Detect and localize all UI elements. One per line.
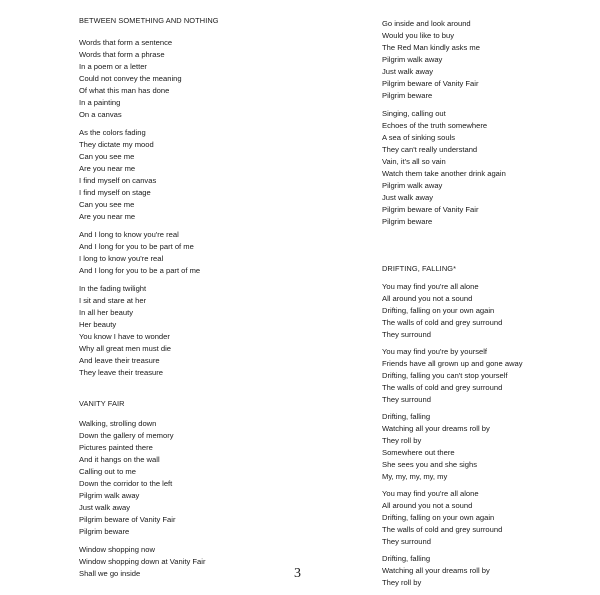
lyric-line: Vain, it's all so vain [382,157,446,166]
lyric-line: They dictate my mood [79,140,154,149]
lyric-line: Calling out to me [79,467,136,476]
lyric-line: They leave their treasure [79,368,163,377]
lyric-line: Why all great men must die [79,344,172,353]
stanza-group [382,18,592,228]
lyric-line: Down the gallery of memory [79,431,174,440]
lyric-line: The walls of cold and grey surround [382,383,503,392]
lyric-line: I find myself on stage [79,188,151,197]
lyric-line: All around you not a sound [382,294,473,303]
lyric-line: They roll by [382,436,422,445]
stanza-group [79,418,299,580]
lyric-line: They roll by [382,578,422,587]
lyric-line: Drifting, falling you can't stop yourself [382,371,508,380]
stanza [382,281,592,341]
lyric-line: Drifting, falling [382,412,431,421]
lyric-line: They surround [382,395,431,404]
lyric-line: Words that form a phrase [79,50,165,59]
stanza [382,346,592,406]
lyric-line: Pilgrim beware [382,217,433,226]
lyric-line: Pilgrim beware [79,527,130,536]
lyric-line: And it hangs on the wall [79,455,160,464]
lyric-line: I sit and stare at her [79,296,147,305]
song-vanity-fair-continued [382,18,592,228]
lyric-line: Can you see me [79,200,135,209]
stanza [382,18,592,102]
lyric-line: They can't really understand [382,145,478,154]
lyric-line: You know I have to wonder [79,332,170,341]
lyric-line: Down the corridor to the left [79,479,173,488]
lyric-line: They surround [382,537,431,546]
lyric-line: Just walk away [79,503,131,512]
lyric-line: All around you not a sound [382,501,473,510]
stanza [79,37,299,121]
lyric-line: Just walk away [382,193,434,202]
lyric-line: Words that form a sentence [79,38,173,47]
lyric-line: My, my, my, my, my [382,472,448,481]
lyric-line: I long to know you're real [79,254,164,263]
song-title: DRIFTING, FALLING* [382,264,457,273]
lyric-line: She sees you and she sighs [382,460,477,469]
lyric-line: A sea of sinking souls [382,133,456,142]
lyric-line: And I long for you to be a part of me [79,266,201,275]
lyric-line: In a painting [79,98,121,107]
lyric-line: Watching all your dreams roll by [382,566,490,575]
lyric-line: Pilgrim beware [382,91,433,100]
lyric-line: Walking, strolling down [79,419,157,428]
stanza [79,418,299,538]
stanza [79,544,299,580]
lyric-line: Are you near me [79,164,136,173]
lyric-line: In a poem or a letter [79,62,147,71]
lyric-line: Pilgrim walk away [382,181,443,190]
stanza [382,488,592,548]
lyric-line: Window shopping now [79,545,155,554]
lyric-line: The walls of cold and grey surround [382,525,503,534]
lyric-line: And I long to know you're real [79,230,179,239]
stanza [79,127,299,223]
lyric-line: Singing, calling out [382,109,446,118]
stanza [79,283,299,379]
song-title: BETWEEN SOMETHING AND NOTHING [79,16,219,25]
lyric-line: Pilgrim walk away [79,491,140,500]
lyric-line: Echoes of the truth somewhere [382,121,488,130]
lyric-line: The Red Man kindly asks me [382,43,480,52]
lyric-line: You may find you're by yourself [382,347,488,356]
song-title: VANITY FAIR [79,399,125,408]
stanza-group [382,281,592,589]
lyric-line: Would you like to buy [382,31,455,40]
stanza [382,411,592,483]
lyric-line: Her beauty [79,320,117,329]
lyric-line: As the colors fading [79,128,146,137]
stanza [382,108,592,228]
lyric-line: Of what this man has done [79,86,170,95]
lyric-line: Somewhere out there [382,448,455,457]
lyric-line: I find myself on canvas [79,176,157,185]
song-drifting-falling [382,263,592,589]
lyric-line: In the fading twilight [79,284,147,293]
lyric-line: On a canvas [79,110,122,119]
lyric-line: They surround [382,330,431,339]
lyric-line: Pilgrim walk away [382,55,443,64]
song-vanity-fair [79,398,299,580]
lyric-line: Window shopping down at Vanity Fair [79,557,206,566]
stanza-group [79,37,299,379]
lyric-line: Watch them take another drink again [382,169,506,178]
page-number: 3 [294,566,301,581]
lyric-line: Shall we go inside [79,569,141,578]
lyric-line: Drifting, falling on your own again [382,513,495,522]
lyric-line: Pilgrim beware of Vanity Fair [382,79,479,88]
lyric-line: Drifting, falling on your own again [382,306,495,315]
lyric-line: Drifting, falling [382,554,431,563]
lyric-line: Go inside and look around [382,19,471,28]
stanza [79,229,299,277]
lyric-line: Friends have all grown up and gone away [382,359,523,368]
lyric-line: Could not convey the meaning [79,74,182,83]
stanza [382,553,592,589]
lyric-line: The walls of cold and grey surround [382,318,503,327]
song-between-something-and-nothing [79,15,299,379]
lyric-line: Watching all your dreams roll by [382,424,490,433]
lyric-line: In all her beauty [79,308,134,317]
lyric-line: You may find you're all alone [382,282,479,291]
lyric-line: Just walk away [382,67,434,76]
lyric-line: Can you see me [79,152,135,161]
lyric-line: Pilgrim beware of Vanity Fair [79,515,176,524]
lyric-line: Pictures painted there [79,443,153,452]
lyric-line: Are you near me [79,212,136,221]
lyric-line: Pilgrim beware of Vanity Fair [382,205,479,214]
lyric-line: You may find you're all alone [382,489,479,498]
lyric-line: And I long for you to be part of me [79,242,194,251]
lyric-line: And leave their treasure [79,356,160,365]
